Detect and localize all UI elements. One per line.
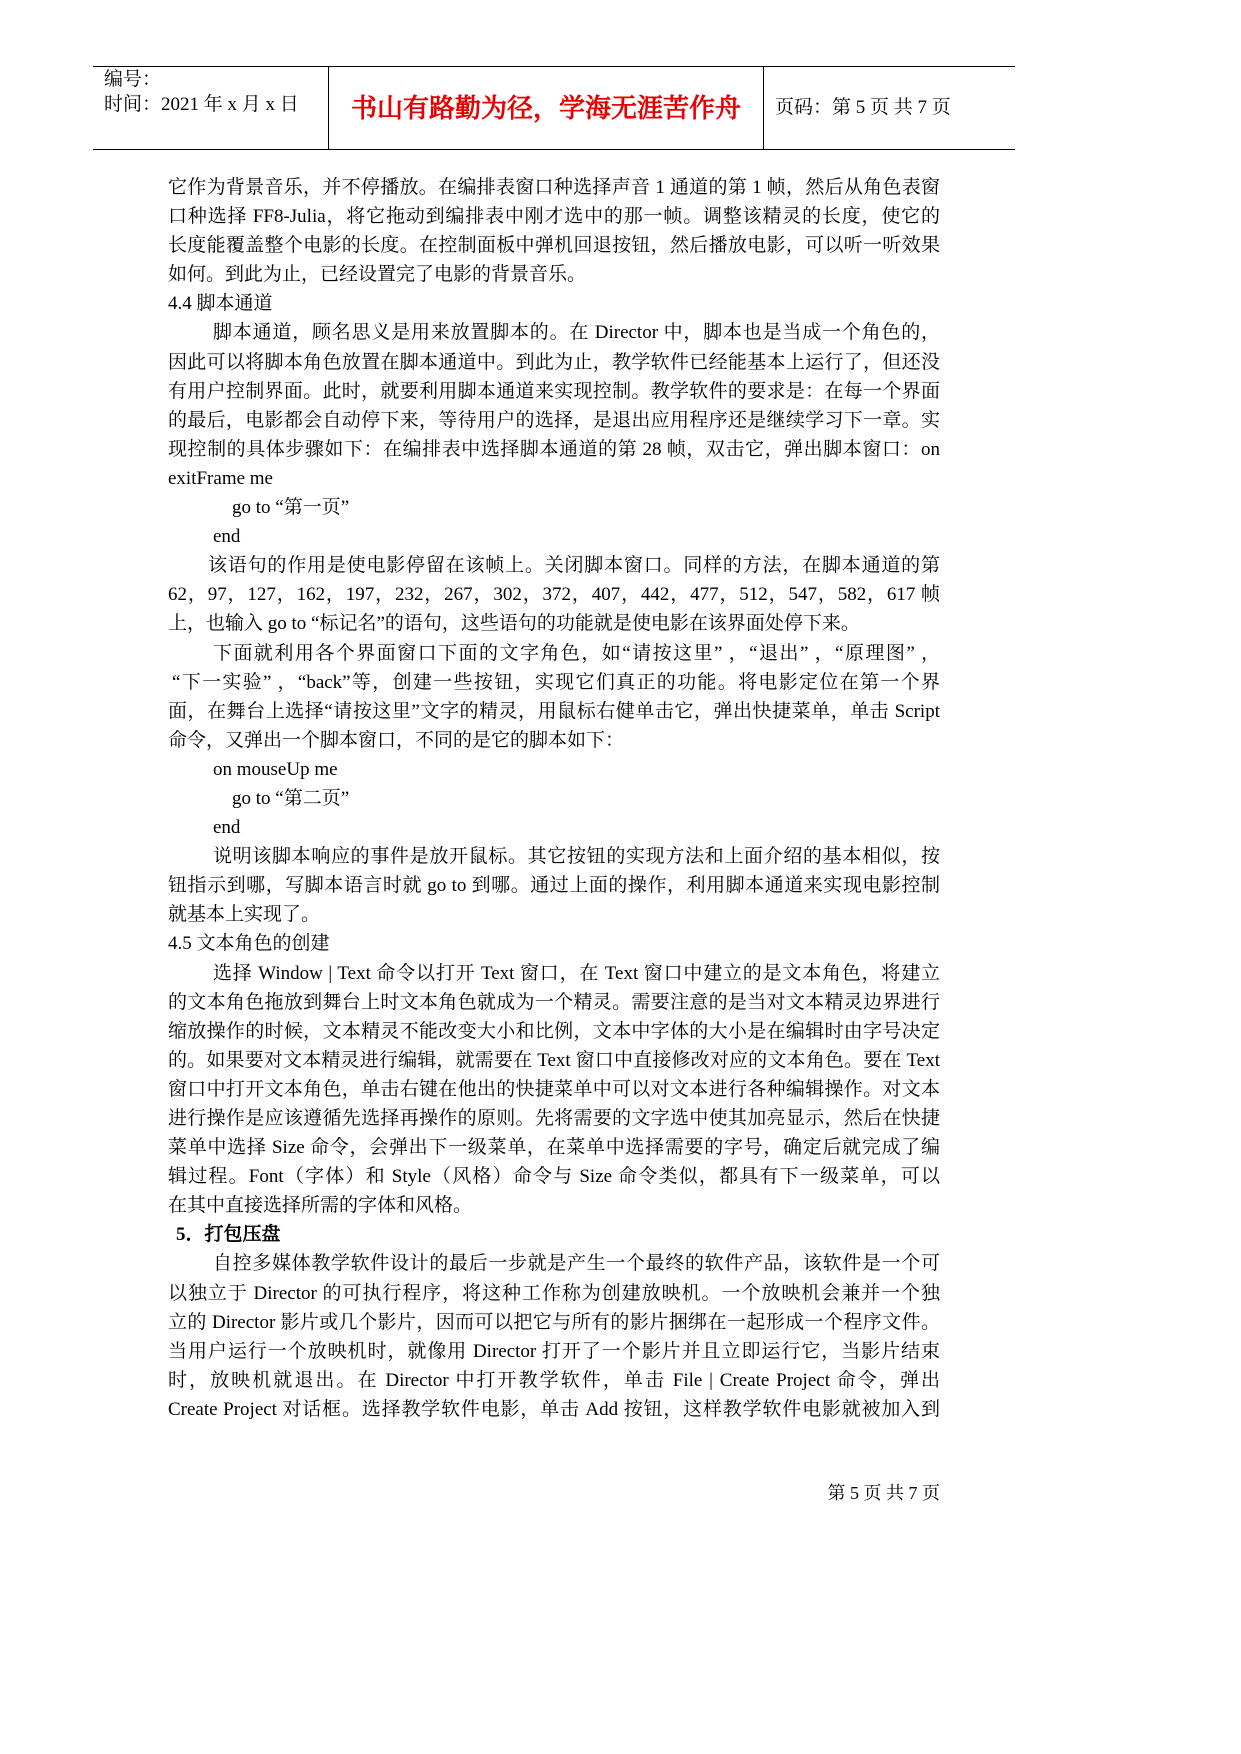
body-line: “下一实验” ，“back”等，创建一些按钮，实现它们真正的功能。将电影定位在第一个界: [172, 671, 940, 693]
code-line: on mouseUp me: [213, 758, 338, 780]
body-line: 该语句的作用是使电影停留在该帧上。关闭脚本窗口。同样的方法，在脚本通道的第: [208, 555, 940, 577]
body-line: 下面就利用各个界面窗口下面的文字角色，如“请按这里” ，“退出” ，“原理图” ，: [213, 642, 940, 664]
body-line: 它作为背景音乐，并不停播放。在编排表窗口种选择声音 1 通道的第 1 帧，然后从角色表窗: [168, 177, 940, 198]
date-label: 时间：2021 年 x 月 x 日: [104, 94, 299, 115]
body-line: 钮指示到哪，写脚本语言时就 go to 到哪。通过上面的操作，利用脚本通道来实现电影控制: [168, 875, 940, 897]
page-number-info: 页码：第 5 页 共 7 页: [775, 97, 951, 118]
body-line: 现控制的具体步骤如下：在编排表中选择脚本通道的第 28 帧，双击它，弹出脚本窗口：on: [168, 438, 940, 460]
body-line: 面，在舞台上选择“请按这里”文字的精灵，用鼠标右健单击它，弹出快捷菜单，单击 Script: [168, 700, 940, 722]
header-cell-divider: [763, 66, 764, 150]
body-line: 62，97，127，162，197，232，267，302，372，407，442，477，512，547，582，617 帧: [168, 584, 940, 606]
body-line: 长度能覆盖整个电影的长度。在控制面板中弹机回退按钮，然后播放电影，可以听一听效果: [168, 235, 940, 257]
section-heading: 4.4 脚本通道: [168, 293, 273, 315]
body-line: 选择 Window | Text 命令以打开 Text 窗口，在 Text 窗口中建立的是文本角色，将建立: [213, 962, 940, 984]
header-bottom-rule: [93, 149, 1015, 150]
motto-banner: 书山有路勤为径，学海无涯苦作舟: [350, 94, 741, 123]
body-line: 命令，又弹出一个脚本窗口，不同的是它的脚本如下：: [168, 729, 625, 751]
body-line: 脚本通道，顾名思义是用来放置脚本的。在 Director 中，脚本也是当成一个角色的，: [213, 322, 940, 344]
body-text: [168, 173, 940, 1424]
body-line: 窗口中打开文本角色，单击右键在他出的快捷菜单中可以对文本进行各种编辑操作。对文本: [168, 1078, 940, 1100]
body-line: 口种选择 FF8-Julia，将它拖动到编排表中刚才选中的那一帧。调整该精灵的长度，使它的: [168, 206, 940, 228]
body-line: 如何。到此为止，已经设置完了电影的背景音乐。: [168, 264, 587, 286]
body-line: 菜单中选择 Size 命令，会弹出下一级菜单，在菜单中选择需要的字号，确定后就完成了编: [168, 1137, 940, 1159]
body-line: 在其中直接选择所需的字体和风格。: [168, 1195, 473, 1217]
body-line: 上，也输入 go to “标记名”的语句，这些语句的功能就是使电影在该界面处停下来。: [168, 613, 860, 635]
body-line: 以独立于 Director 的可执行程序，将这种工作称为创建放映机。一个放映机会兼并一个独: [168, 1282, 940, 1304]
body-line: 辑过程。Font（字体）和 Style（风格）命令与 Size 命令类似，都具有下一级菜单，可以: [168, 1166, 940, 1188]
body-line: 当用户运行一个放映机时，就像用 Director 打开了一个影片并且立即运行它，当影片结束: [168, 1340, 940, 1362]
body-line: 自控多媒体教学软件设计的最后一步就是产生一个最终的软件产品，该软件是一个可: [213, 1253, 940, 1275]
code-line: end: [213, 817, 241, 839]
body-line: 的最后，电影都会自动停下来，等待用户的选择，是退出应用程序还是继续学习下一章。实: [168, 409, 940, 431]
serial-number-label: 编号：: [104, 69, 162, 90]
code-line: end: [213, 526, 241, 548]
body-line: 缩放操作的时候，文本精灵不能改变大小和比例，文本中字体的大小是在编辑时由字号决定: [168, 1020, 940, 1042]
body-line: 时，放映机就退出。在 Director 中打开教学软件，单击 File | Create Project 命令，弹出: [168, 1369, 940, 1391]
body-line: 说明该脚本响应的事件是放开鼠标。其它按钮的实现方法和上面介绍的基本相似，按: [213, 846, 940, 868]
body-line: 立的 Director 影片或几个影片，因而可以把它与所有的影片捆绑在一起形成一个程序文件。: [168, 1311, 940, 1333]
body-line: 有用户控制界面。此时，就要利用脚本通道来实现控制。教学软件的要求是：在每一个界面: [168, 380, 940, 402]
body-line: 就基本上实现了。: [168, 904, 321, 926]
body-line: Create Project 对话框。选择教学软件电影，单击 Add 按钮，这样教学软件电影就被加入到: [168, 1398, 940, 1420]
header-top-rule: [93, 66, 1015, 67]
section-heading: 5．打包压盘: [176, 1224, 281, 1246]
body-line: 的。如果要对文本精灵进行编辑，就需要在 Text 窗口中直接修改对应的文本角色。要在 Text: [168, 1049, 940, 1071]
section-heading: 4.5 文本角色的创建: [168, 933, 330, 955]
page-footer: 第 5 页 共 7 页: [827, 1483, 940, 1503]
code-line: go to “第一页”: [232, 497, 350, 519]
body-line: 的文本角色拖放到舞台上时文本角色就成为一个精灵。需要注意的是当对文本精灵边界进行: [168, 991, 940, 1013]
body-line: 进行操作是应该遵循先选择再操作的原则。先将需要的文字选中使其加亮显示，然后在快捷: [168, 1108, 940, 1129]
code-line: exitFrame me: [168, 467, 273, 489]
body-line: 因此可以将脚本角色放置在脚本通道中。到此为止，教学软件已经能基本上运行了，但还没: [168, 351, 940, 373]
code-line: go to “第二页”: [232, 787, 350, 809]
